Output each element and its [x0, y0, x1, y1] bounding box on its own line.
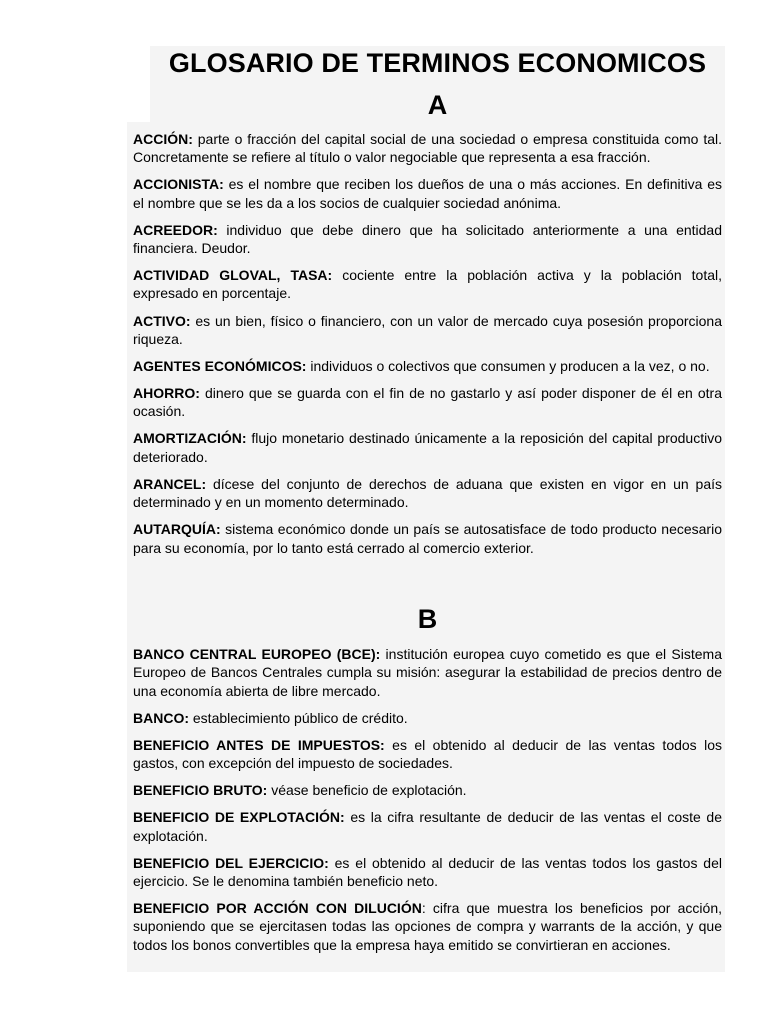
entry-definition: individuos o colectivos que consumen y producen a la vez, o no.: [306, 357, 710, 374]
entry-term: BENEFICIO DE EXPLOTACIÓN:: [133, 809, 345, 826]
entry-term: AHORRO:: [133, 385, 200, 402]
entry-term: AGENTES ECONÓMICOS:: [133, 357, 307, 374]
entry-definition: establecimiento público de crédito.: [189, 709, 408, 726]
entry-definition: cociente entre la población activa y la población total, expresado en porcentaje.: [133, 267, 723, 302]
entry-definition: dícese del conjunto de derechos de aduana que existen en vigor en un país determinado y en un momento determinado.: [133, 475, 722, 511]
entry-term: ACCIÓN:: [133, 131, 193, 147]
section-a-entries: [133, 130, 722, 566]
glossary-entry: [133, 645, 722, 700]
glossary-entry: [133, 781, 722, 799]
glossary-entry: [133, 175, 722, 212]
section-b-entries: [133, 645, 722, 963]
entry-term: BANCO CENTRAL EUROPEO (BCE):: [133, 646, 381, 662]
entry-term: AMORTIZACIÓN:: [133, 430, 247, 447]
entry-definition: parte o fracción del capital social de una sociedad o empresa constituida como tal. Concretamente se refiere al título o valor negociable que representa a esa fracción.: [133, 131, 722, 166]
glossary-entry: [133, 808, 722, 845]
entry-definition: individuo que debe dinero que ha solicitado anteriormente a una entidad financiera. Deudor.: [133, 221, 722, 257]
entry-definition: es un bien, físico o financiero, con un valor de mercado cuya posesión proporciona riqueza.: [133, 312, 722, 347]
glossary-entry: [133, 475, 722, 512]
entry-term: BENEFICIO DEL EJERCICIO:: [133, 854, 329, 871]
entry-definition: es el nombre que reciben los dueños de una o más acciones. En definitiva es el nombre que se les da a los socios de cualquier sociedad anónima.: [133, 176, 722, 211]
entry-definition: es el obtenido al deducir de las ventas todos los gastos, con excepción del impuesto de sociedades.: [133, 736, 722, 772]
glossary-entry: [133, 312, 722, 349]
document-title: GLOSARIO DE TERMINOS ECONOMICOS: [168, 48, 707, 78]
entry-term: ACTIVO:: [133, 312, 191, 329]
entry-definition: sistema económico donde un país se autosatisface de todo producto necesario para su economía, por lo tanto está cerrado al comercio exterior.: [133, 521, 722, 556]
entry-definition: es el obtenido al deducir de las ventas todos los gastos del ejercicio. Se le denomina también beneficio neto.: [133, 854, 722, 889]
glossary-entry: [133, 429, 722, 466]
entry-term: BENEFICIO BRUTO:: [133, 782, 268, 799]
glossary-entry: [133, 384, 722, 421]
entry-term: ACCIONISTA:: [133, 176, 224, 193]
entry-definition: véase beneficio de explotación.: [267, 782, 467, 799]
section-letter-b: B: [417, 604, 438, 634]
glossary-entry: [133, 709, 722, 727]
entry-term: BENEFICIO ANTES DE IMPUESTOS:: [133, 736, 385, 753]
glossary-entry: [133, 266, 722, 303]
entry-definition: es la cifra resultante de deducir de las ventas el coste de explotación.: [133, 809, 722, 844]
section-letter-a: A: [427, 90, 448, 120]
entry-term: AUTARQUÍA:: [133, 521, 221, 538]
entry-term: BANCO:: [133, 709, 189, 726]
glossary-entry: [133, 899, 722, 954]
glossary-entry: [133, 736, 722, 773]
glossary-entry: [133, 520, 722, 557]
glossary-entry: [133, 130, 722, 167]
entry-definition: dinero que se guarda con el fin de no gastarlo y así poder disponer de él en otra ocasión.: [133, 385, 722, 420]
entry-definition: : cifra que muestra los beneficios por acción, suponiendo que se ejercitasen todas las opciones de compra y warrants de la acción, y que todos los bonos convertibles que la empresa haya emitido se convirtieran en acciones.: [133, 900, 722, 953]
entry-term: ARANCEL:: [133, 475, 207, 492]
entry-term: BENEFICIO POR ACCIÓN CON DILUCIÓN: [133, 900, 422, 917]
entry-definition: flujo monetario destinado únicamente a la reposición del capital productivo deteriorado.: [133, 430, 722, 465]
entry-definition: institución europea cuyo cometido es que el Sistema Europeo de Bancos Centrales cumpla su misión: asegurar la estabilidad de precios dentro de una economía abierta de libre mercado.: [133, 646, 722, 699]
glossary-entry: [133, 357, 722, 375]
entry-term: ACREEDOR:: [133, 221, 218, 238]
entry-term: ACTIVIDAD GLOVAL, TASA:: [133, 267, 333, 284]
glossary-entry: [133, 854, 722, 891]
glossary-entry: [133, 221, 722, 258]
